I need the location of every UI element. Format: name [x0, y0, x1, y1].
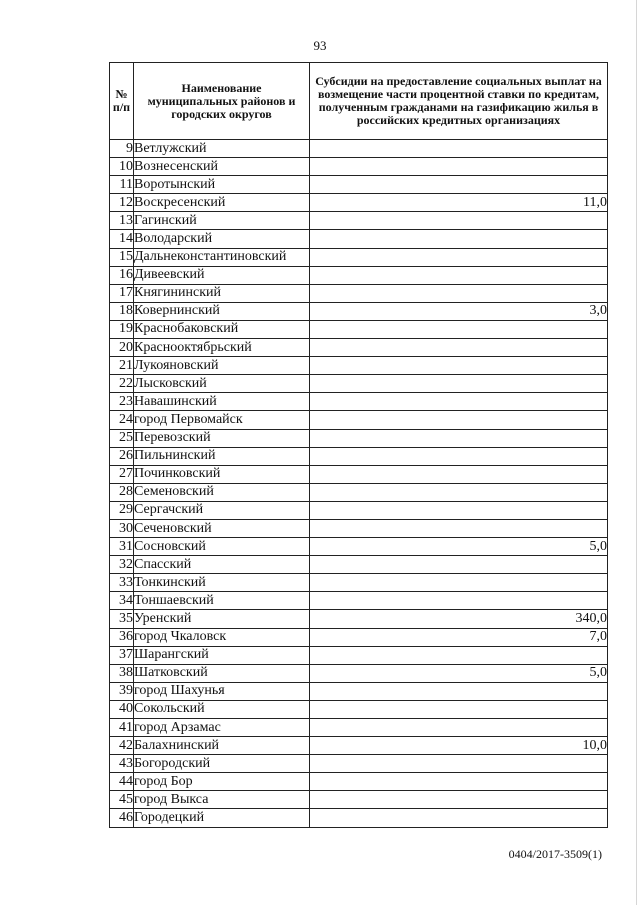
table-row [110, 519, 608, 537]
row-subsidy-value [310, 429, 608, 447]
row-district-name: Балахнинский [134, 737, 310, 755]
row-district-name: Тоншаевский [134, 592, 310, 610]
row-number: 29 [110, 501, 134, 519]
row-subsidy-value [310, 320, 608, 338]
row-subsidy-value [310, 755, 608, 773]
table-row [110, 302, 608, 320]
table-row [110, 375, 608, 393]
row-district-name: Сосновский [134, 538, 310, 556]
row-district-name: Уренский [134, 610, 310, 628]
row-subsidy-value [310, 158, 608, 176]
row-district-name: Лысковский [134, 375, 310, 393]
row-number: 23 [110, 393, 134, 411]
table-row [110, 194, 608, 212]
row-district-name: Шарангский [134, 646, 310, 664]
row-subsidy-value [310, 682, 608, 700]
row-subsidy-value [310, 212, 608, 230]
table-row [110, 411, 608, 429]
row-district-name: Княгининский [134, 284, 310, 302]
row-district-name: город Шахунья [134, 682, 310, 700]
row-district-name: Семеновский [134, 483, 310, 501]
scan-edge-line [636, 0, 637, 905]
row-number: 16 [110, 266, 134, 284]
row-number: 25 [110, 429, 134, 447]
table-row [110, 212, 608, 230]
table-row [110, 610, 608, 628]
table-row [110, 791, 608, 809]
row-district-name: Сеченовский [134, 519, 310, 537]
row-number: 45 [110, 791, 134, 809]
row-number: 40 [110, 700, 134, 718]
table-row [110, 465, 608, 483]
row-number: 20 [110, 339, 134, 357]
row-district-name: город Бор [134, 773, 310, 791]
row-district-name: Сокольский [134, 700, 310, 718]
table-row [110, 737, 608, 755]
table-row [110, 339, 608, 357]
row-district-name: Вознесенский [134, 158, 310, 176]
row-subsidy-value [310, 266, 608, 284]
table-row [110, 719, 608, 737]
row-number: 17 [110, 284, 134, 302]
row-district-name: Ветлужский [134, 140, 310, 158]
table-row [110, 628, 608, 646]
table-row [110, 755, 608, 773]
row-number: 12 [110, 194, 134, 212]
row-number: 37 [110, 646, 134, 664]
table-row [110, 574, 608, 592]
row-district-name: город Чкаловск [134, 628, 310, 646]
row-number: 42 [110, 737, 134, 755]
row-subsidy-value: 3,0 [310, 302, 608, 320]
row-district-name: Городецкий [134, 809, 310, 827]
table-row [110, 284, 608, 302]
row-number: 21 [110, 357, 134, 375]
row-number: 27 [110, 465, 134, 483]
table-row [110, 809, 608, 827]
row-subsidy-value [310, 501, 608, 519]
row-number: 34 [110, 592, 134, 610]
row-subsidy-value [310, 140, 608, 158]
row-subsidy-value [310, 791, 608, 809]
header-subsidy: Субсидии на предоставление социальных выплат на возмещение части процентной ставки по кредитам, полученным гражданами на газификацию жилья в российских кредитных организациях [310, 63, 608, 140]
row-district-name: Шатковский [134, 664, 310, 682]
row-district-name: Володарский [134, 230, 310, 248]
row-subsidy-value [310, 393, 608, 411]
row-district-name: Воротынский [134, 176, 310, 194]
row-district-name: Лукояновский [134, 357, 310, 375]
row-number: 10 [110, 158, 134, 176]
row-number: 38 [110, 664, 134, 682]
header-district-name: Наименование муниципальных районов и городских округов [134, 63, 310, 140]
row-subsidy-value [310, 773, 608, 791]
row-number: 14 [110, 230, 134, 248]
table-row [110, 538, 608, 556]
row-district-name: город Первомайск [134, 411, 310, 429]
row-district-name: Краснооктябрьский [134, 339, 310, 357]
table-row [110, 700, 608, 718]
table-row [110, 483, 608, 501]
table-header-row [110, 63, 608, 140]
row-subsidy-value [310, 719, 608, 737]
row-subsidy-value: 5,0 [310, 538, 608, 556]
row-subsidy-value [310, 574, 608, 592]
row-subsidy-value [310, 339, 608, 357]
row-subsidy-value: 340,0 [310, 610, 608, 628]
table-row [110, 592, 608, 610]
document-code: 0404/2017-3509(1) [508, 847, 602, 861]
subsidy-table [109, 62, 608, 828]
row-subsidy-value [310, 447, 608, 465]
table-row [110, 501, 608, 519]
row-district-name: город Арзамас [134, 719, 310, 737]
row-district-name: Дивеевский [134, 266, 310, 284]
row-subsidy-value [310, 519, 608, 537]
row-number: 31 [110, 538, 134, 556]
table-row [110, 158, 608, 176]
header-number: № п/п [110, 63, 134, 140]
row-district-name: Ковернинский [134, 302, 310, 320]
row-number: 43 [110, 755, 134, 773]
table-row [110, 176, 608, 194]
row-number: 15 [110, 248, 134, 266]
table-row [110, 320, 608, 338]
row-district-name: Починковский [134, 465, 310, 483]
table-row [110, 646, 608, 664]
row-district-name: Спасский [134, 556, 310, 574]
table-row [110, 773, 608, 791]
row-number: 35 [110, 610, 134, 628]
row-subsidy-value [310, 465, 608, 483]
row-number: 9 [110, 140, 134, 158]
page-number: 93 [313, 38, 327, 53]
row-district-name: Сергачский [134, 501, 310, 519]
row-subsidy-value [310, 284, 608, 302]
row-number: 36 [110, 628, 134, 646]
row-district-name: Дальнеконстантиновский [134, 248, 310, 266]
row-number: 28 [110, 483, 134, 501]
row-number: 33 [110, 574, 134, 592]
row-district-name: Тонкинский [134, 574, 310, 592]
row-district-name: Гагинский [134, 212, 310, 230]
row-subsidy-value [310, 375, 608, 393]
table-row [110, 140, 608, 158]
row-subsidy-value [310, 176, 608, 194]
row-subsidy-value: 7,0 [310, 628, 608, 646]
row-subsidy-value [310, 592, 608, 610]
table-row [110, 447, 608, 465]
row-subsidy-value [310, 357, 608, 375]
row-number: 24 [110, 411, 134, 429]
row-district-name: Перевозский [134, 429, 310, 447]
table-body [110, 140, 608, 828]
row-district-name: Богородский [134, 755, 310, 773]
table-row [110, 357, 608, 375]
row-number: 22 [110, 375, 134, 393]
row-subsidy-value [310, 646, 608, 664]
row-number: 44 [110, 773, 134, 791]
table-row [110, 248, 608, 266]
table-row [110, 556, 608, 574]
table-row [110, 682, 608, 700]
row-district-name: Пильнинский [134, 447, 310, 465]
row-number: 39 [110, 682, 134, 700]
row-district-name: Навашинский [134, 393, 310, 411]
row-number: 30 [110, 519, 134, 537]
row-subsidy-value: 5,0 [310, 664, 608, 682]
row-subsidy-value [310, 483, 608, 501]
table-row [110, 664, 608, 682]
table-row [110, 393, 608, 411]
row-number: 18 [110, 302, 134, 320]
table-row [110, 266, 608, 284]
row-number: 26 [110, 447, 134, 465]
row-number: 41 [110, 719, 134, 737]
row-subsidy-value [310, 411, 608, 429]
row-district-name: город Выкса [134, 791, 310, 809]
row-number: 19 [110, 320, 134, 338]
table-row [110, 429, 608, 447]
row-number: 11 [110, 176, 134, 194]
row-subsidy-value [310, 556, 608, 574]
row-district-name: Краснобаковский [134, 320, 310, 338]
table-row [110, 230, 608, 248]
row-subsidy-value [310, 230, 608, 248]
row-number: 13 [110, 212, 134, 230]
row-district-name: Воскресенский [134, 194, 310, 212]
row-subsidy-value [310, 809, 608, 827]
row-subsidy-value: 11,0 [310, 194, 608, 212]
row-subsidy-value [310, 700, 608, 718]
row-number: 32 [110, 556, 134, 574]
row-number: 46 [110, 809, 134, 827]
row-subsidy-value [310, 248, 608, 266]
row-subsidy-value: 10,0 [310, 737, 608, 755]
